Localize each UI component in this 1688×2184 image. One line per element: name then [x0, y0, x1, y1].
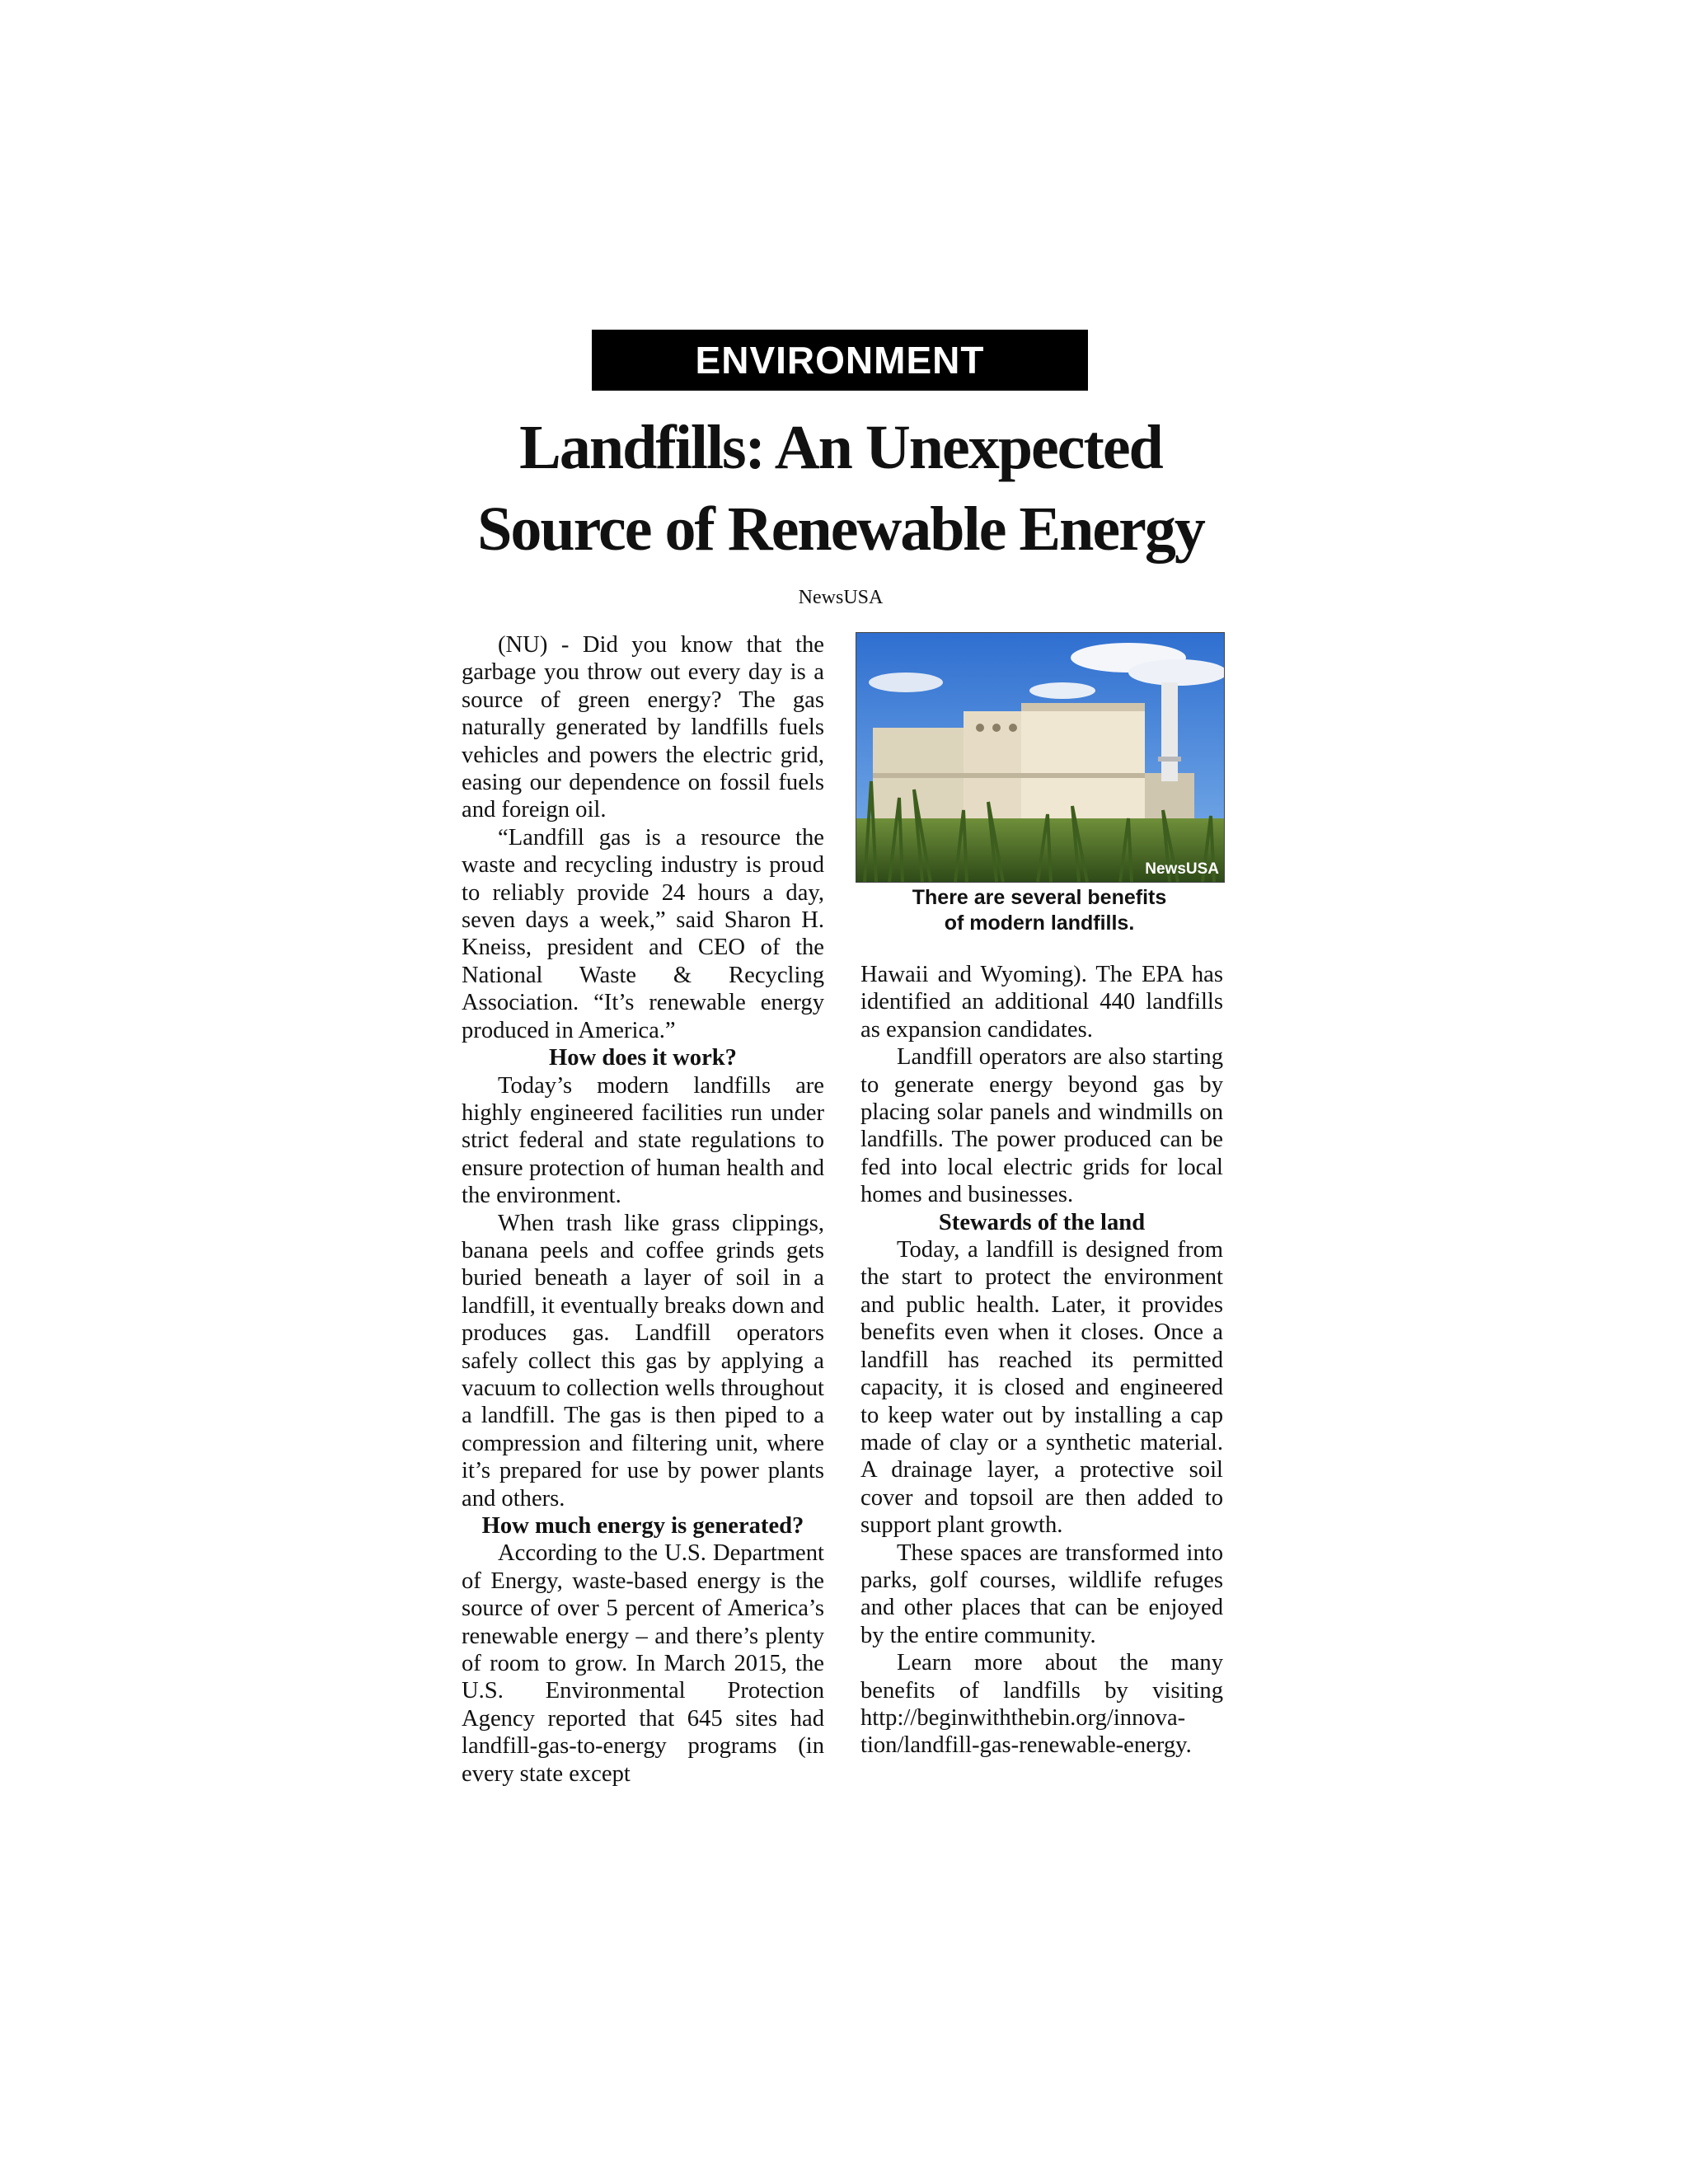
paragraph: Landfill operators are also starting to generate energy beyond gas by placing solar panels and windmills on landfills. The power produced can be fed into local electric grids for local homes and businesses.	[860, 1044, 1223, 1208]
headline-line-2: Source of Renewable Energy	[477, 494, 1204, 564]
photo-credit: NewsUSA	[1145, 860, 1219, 878]
paragraph: These spaces are transformed into parks, golf courses, wildlife refuges and other places that can be enjoyed by the entire community.	[860, 1540, 1223, 1648]
paragraph: Learn more about the many benefits of landfills by visiting http://beginwiththebin.org/innovation/landfill-gas-renewable-energy.	[860, 1650, 1223, 1759]
paragraph: When trash like grass clippings, banana peels and coffee grinds gets buried beneath a layer of soil in a landfill, it eventually breaks down and produces gas. Landfill operators safely collect this gas by applying a vacuum to collection wells throughout a landfill. The gas is then piped to a compression and filtering unit, where it’s prepared for use by power plants and others.	[462, 1210, 824, 1511]
landfill-photo	[856, 632, 1225, 883]
paragraph: (NU) - Did you know that the garbage you throw out every day is a source of green energy? The gas naturally generated by landfills fuels vehicles and powers the electric grid, easing our dependence on fossil fuels and foreign oil.	[462, 632, 824, 823]
paragraph: Today’s modern landfills are highly engineered facilities run under strict federal and state regulations to ensure protection of human health and the environment.	[462, 1072, 824, 1209]
paragraph: “Landfill gas is a resource the waste and recycling industry is proud to reliably provide 24 hours a day, seven days a week,” said Sharon H. Kneiss, president and CEO of the National Waste & Recycling Association. “It’s renewable energy produced in America.”	[462, 824, 824, 1043]
subheading: How does it work?	[549, 1045, 737, 1071]
subheading: Stewards of the land	[938, 1209, 1146, 1235]
section-banner	[592, 330, 1088, 391]
paragraph: According to the U.S. Department of Energy, waste-based energy is the source of over 5 percent of America’s renewable energy – and there’s plenty of room to grow. In March 2015, the U.S. Environmental Protection Agency reported that 645 sites had landfill-gas-to-energy programs (in every state except	[462, 1540, 824, 1787]
section-label: ENVIRONMENT	[695, 339, 985, 382]
power-plant-illustration	[856, 633, 1224, 882]
caption-line-1: There are several benefits	[912, 886, 1167, 909]
paragraph: Today, a landfill is designed from the start to protect the environment and public health. Later, it provides benefits even when it closes. Once a landfill has reached its permitted capacity, it is closed and engineered to keep water out by installing a cap made of clay or a synthetic material. A drainage layer, a protective soil cover and topsoil are then added to support plant growth.	[860, 1237, 1223, 1539]
byline: NewsUSA	[798, 587, 884, 608]
article-headline	[429, 407, 1253, 570]
paragraph: Hawaii and Wyoming). The EPA has identified an additional 440 landfills as expansion candidates.	[860, 962, 1223, 1043]
photo-caption	[856, 885, 1223, 936]
caption-line-2: of modern landfills.	[944, 912, 1135, 935]
subheading: How much energy is generated?	[481, 1513, 804, 1539]
headline-line-1: Landfills: An Unexpected	[519, 413, 1162, 482]
article-column-2	[860, 961, 1223, 1760]
article-column-1	[462, 631, 824, 1788]
